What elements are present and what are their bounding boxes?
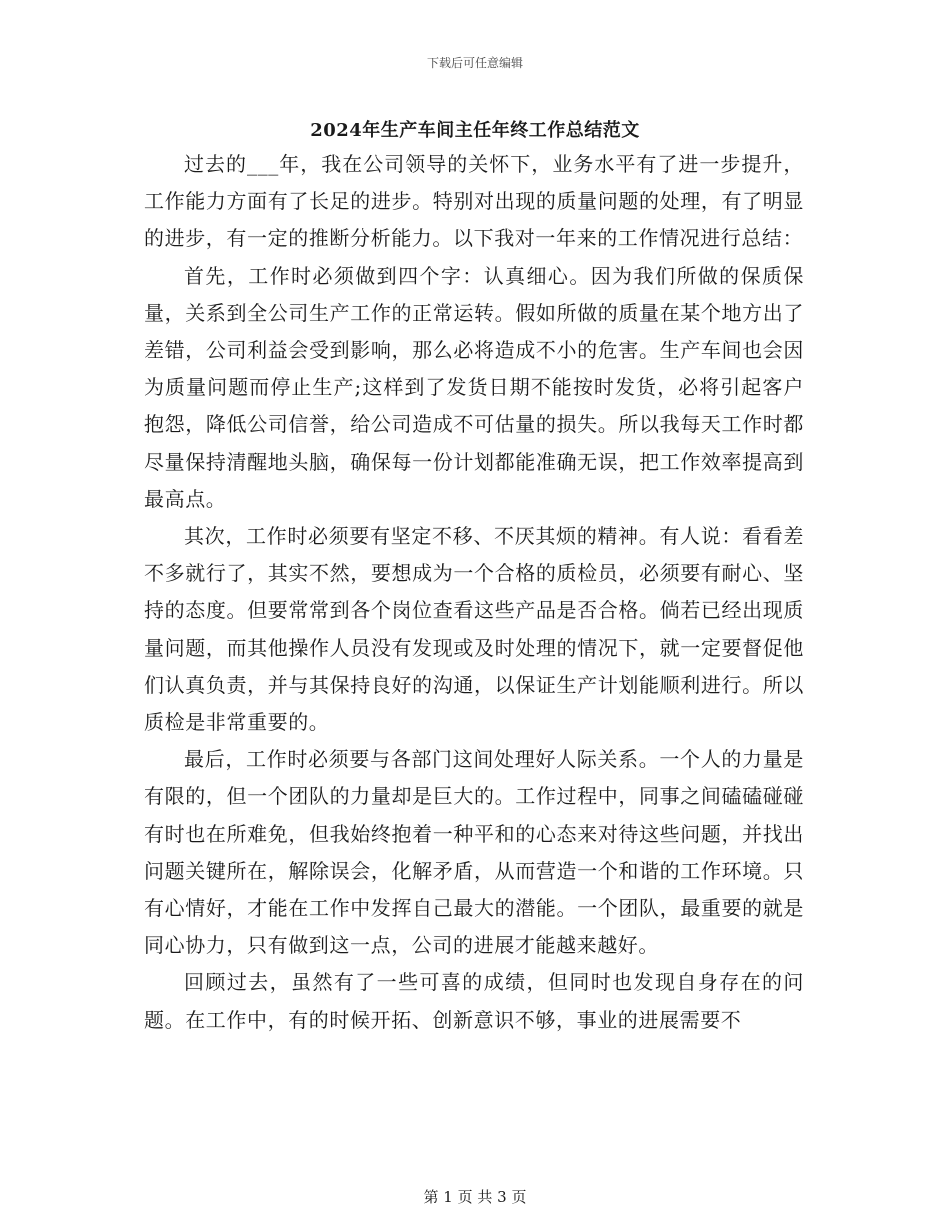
document-title: 2024年生产车间主任年终工作总结范文 (310, 120, 640, 141)
paragraph-last: 最后，工作时必须要与各部门这间处理好人际关系。一个人的力量是有限的，但一个团队的力量却是巨大的。工作过程中，同事之间磕磕碰碰有时也在所难免，但我始终抱着一种平和的心态来对待这些问题，并找出问题关键所在，解除误会，化解矛盾，从而营造一个和谐的工作环境。只有心情好，才能在工作中发挥自己最大的潜能。一个团队，最重要的就是同心协力，只有做到这一点，公司的进展才能越来越好。 (144, 747, 804, 958)
page-number: 第 1 页 共 3 页 (423, 1188, 527, 1206)
paragraph-first: 首先，工作时必须做到四个字：认真细心。因为我们所做的保质保量，关系到全公司生产工作的正常运转。假如所做的质量在某个地方出了差错，公司利益会受到影响，那么必将造成不小的危害。生产车间也会因为质量问题而停止生产;这样到了发货日期不能按时发货，必将引起客户抱怨，降低公司信誉，给公司造成不可估量的损失。所以我每天工作时都尽量保持清醒地头脑，确保每一份计划都能准确无误，把工作效率提高到最高点。 (144, 263, 804, 511)
header-note: 下载后可任意编辑 (426, 56, 523, 70)
paragraph-second: 其次，工作时必须要有坚定不移、不厌其烦的精神。有人说：看看差不多就行了，其实不然，要想成为一个合格的质检员，必须要有耐心、坚持的态度。但要常常到各个岗位查看这些产品是否合格。倘若已经出现质量问题，而其他操作人员没有发现或及时处理的情况下，就一定要督促他们认真负责，并与其保持良好的沟通，以保证生产计划能顺利进行。所以质检是非常重要的。 (144, 524, 804, 735)
paragraph-intro: 过去的___年，我在公司领导的关怀下，业务水平有了进一步提升，工作能力方面有了长足的进步。特别对出现的质量问题的处理，有了明显的进步，有一定的推断分析能力。以下我对一年来的工作情况进行总结： (144, 152, 804, 251)
paragraph-review: 回顾过去，虽然有了一些可喜的成绩，但同时也发现自身存在的问题。在工作中，有的时候开拓、创新意识不够，事业的进展需要不 (144, 970, 804, 1032)
document-body (144, 146, 804, 1039)
